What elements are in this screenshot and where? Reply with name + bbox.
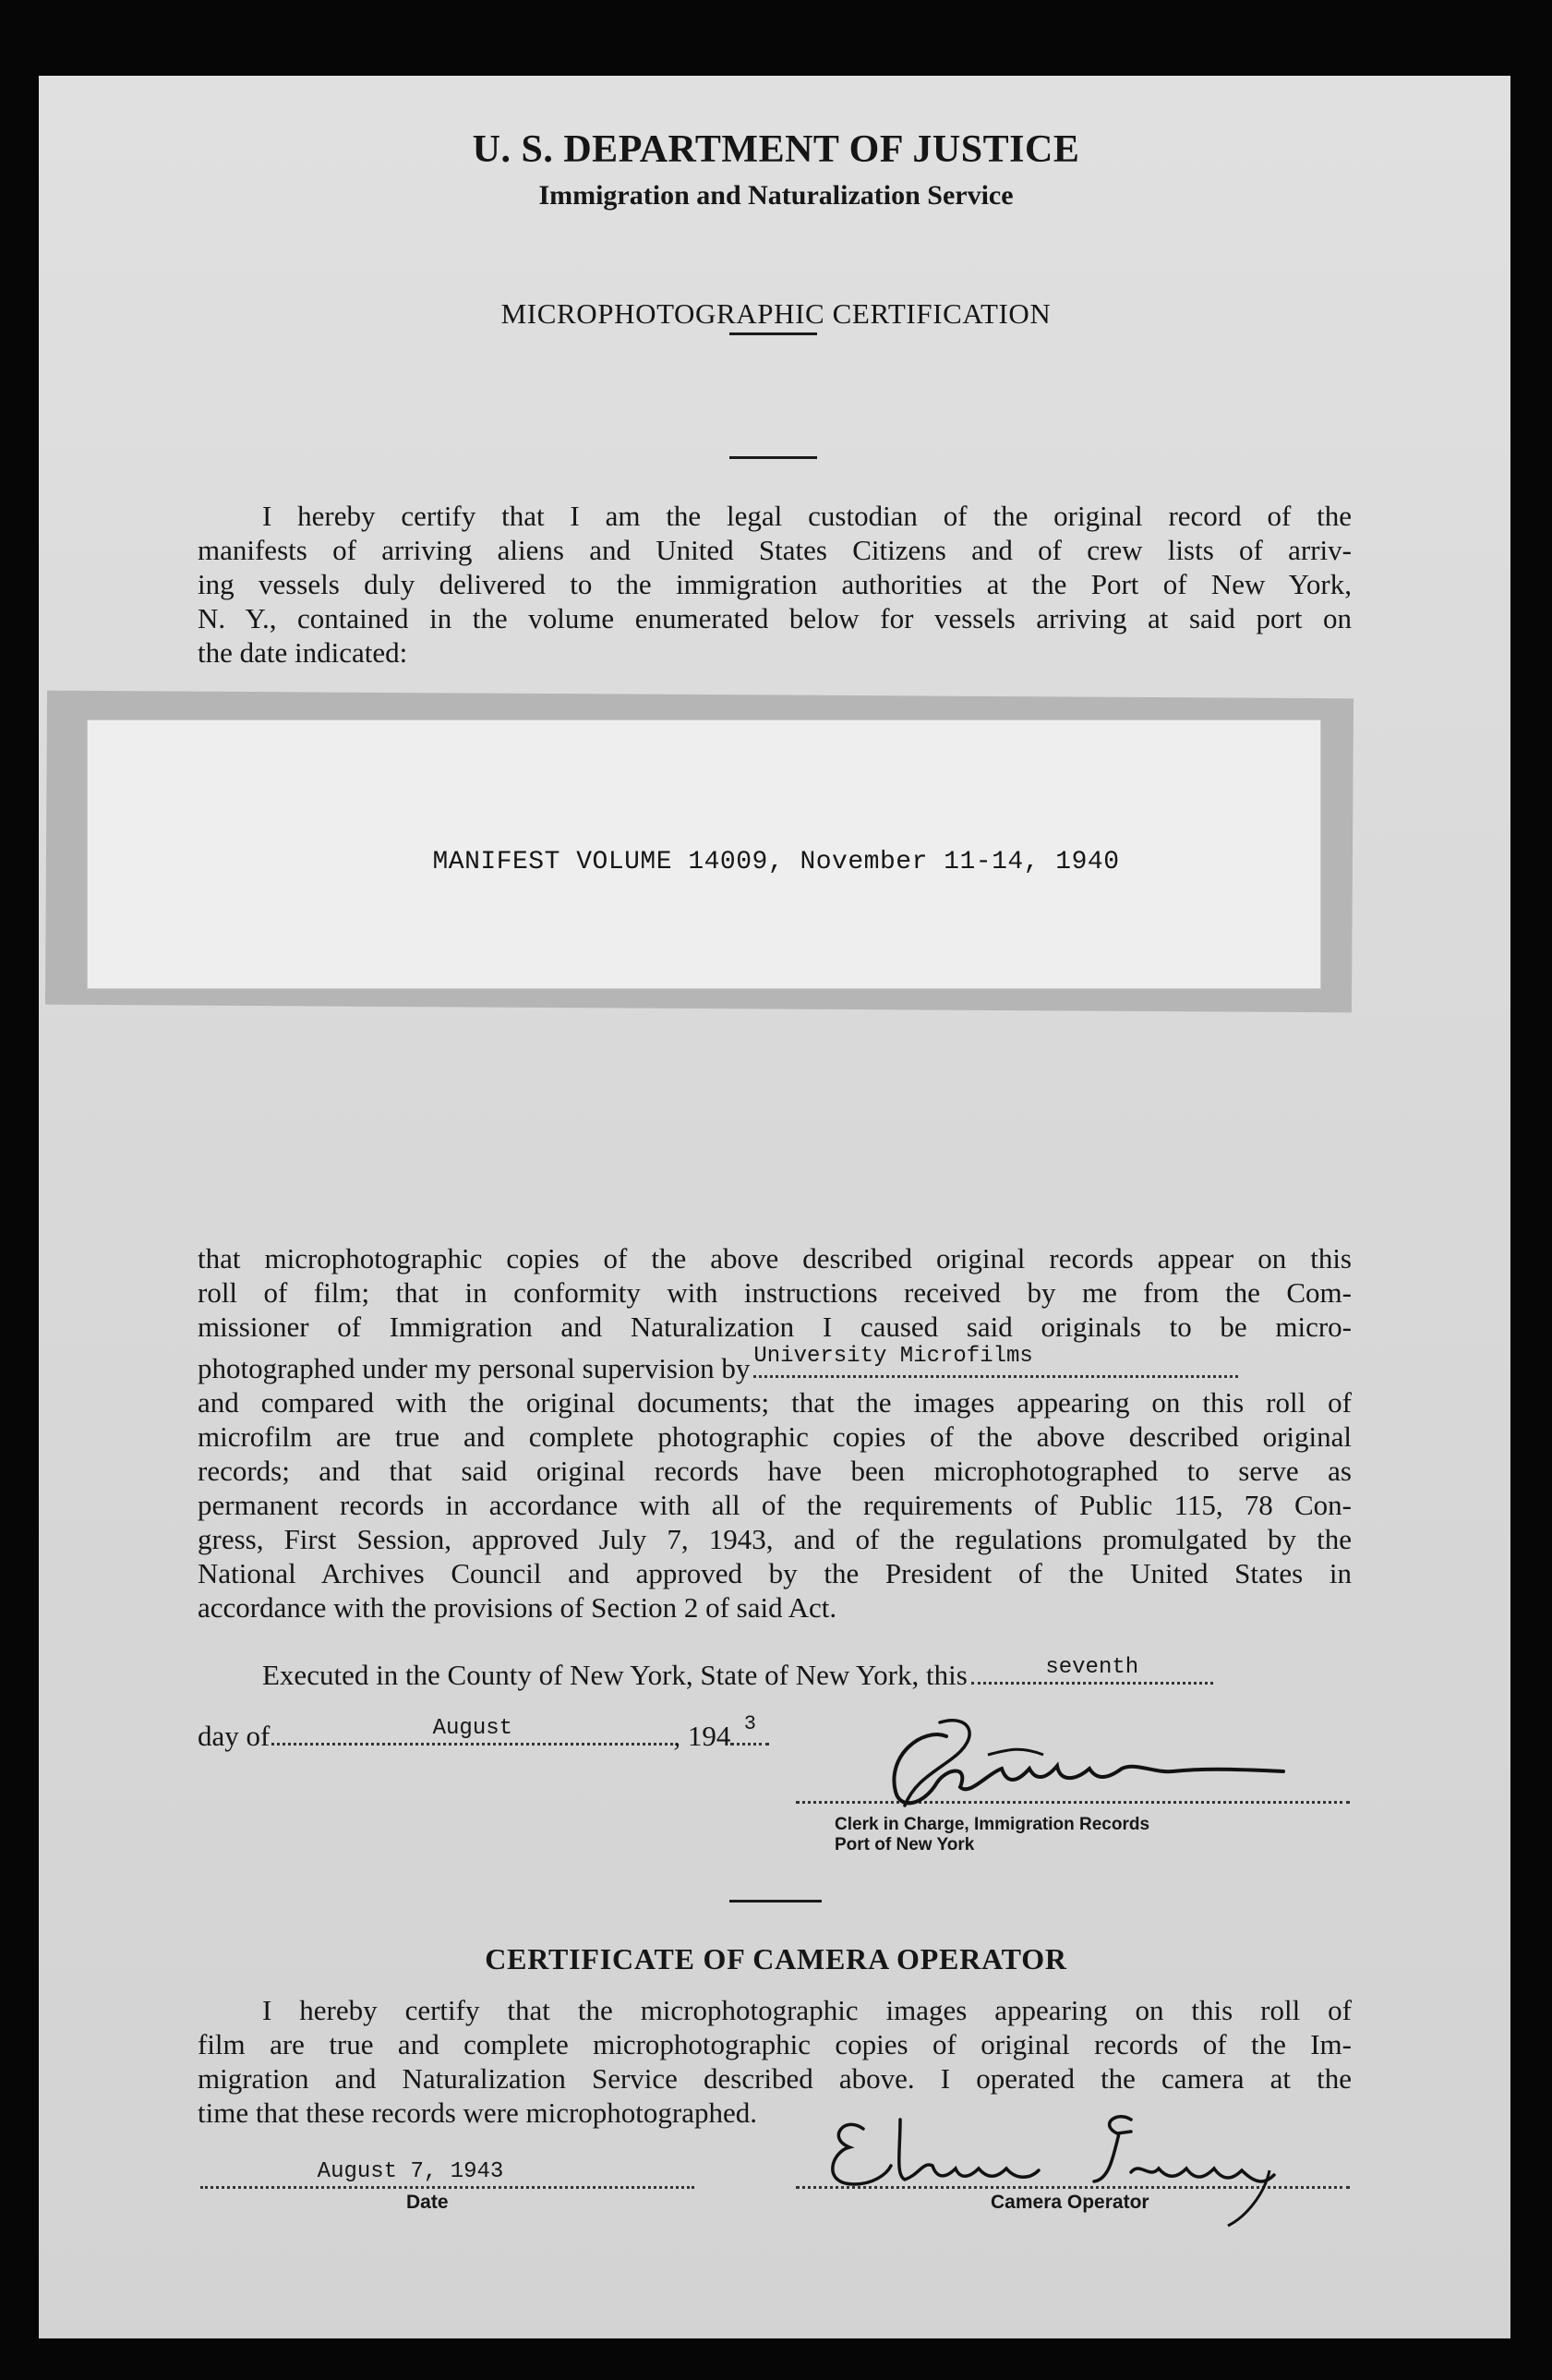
body-line: gress, First Session, approved July 7, 1943, and of the regulations promulgated by the bbox=[198, 1523, 1352, 1555]
body-paragraph bbox=[198, 1241, 1352, 1625]
body-line: National Archives Council and approved by the President of the United States in bbox=[198, 1557, 1352, 1589]
camera-section-title: CERTIFICATE OF CAMERA OPERATOR bbox=[485, 1942, 1067, 1975]
camera-line: migration and Naturalization Service described above. I operated the camera at the bbox=[198, 2062, 1352, 2095]
clerk-location: Port of New York bbox=[835, 1835, 975, 1854]
supervision-line bbox=[198, 1344, 1352, 1385]
supervision-value: University Microfilms bbox=[753, 1344, 1033, 1369]
intro-line: manifests of arriving aliens and United States Citizens and of crew lists of arriv- bbox=[198, 534, 1352, 566]
year-field bbox=[730, 1712, 769, 1746]
volume-slip-text: MANIFEST VOLUME 14009, November 11-14, 1940 bbox=[432, 848, 1120, 876]
body-line: accordance with the provisions of Section 2 of said Act. bbox=[198, 1591, 837, 1624]
body-line: missioner of Immigration and Naturalization I caused said originals to be micro- bbox=[198, 1311, 1352, 1343]
department-heading: U. S. DEPARTMENT OF JUSTICE bbox=[472, 128, 1080, 171]
year-prefix: , 194 bbox=[673, 1720, 731, 1752]
intro-line: ing vessels duly delivered to the immigration authorities at the Port of New York, bbox=[198, 568, 1352, 600]
executed-line bbox=[262, 1655, 1213, 1692]
date-label: Date bbox=[406, 2192, 449, 2213]
month-value: August bbox=[432, 1716, 513, 1741]
intro-paragraph bbox=[198, 499, 1352, 670]
body-line: and compared with the original documents; that the images appearing on this roll of bbox=[198, 1386, 1352, 1419]
body-line: roll of film; that in conformity with instructions received by me from the Com- bbox=[198, 1276, 1352, 1309]
day-value: seventh bbox=[1045, 1655, 1139, 1680]
year-digit: 3 bbox=[743, 1712, 756, 1735]
title-divider bbox=[729, 456, 817, 459]
intro-line: N. Y., contained in the volume enumerated below for vessels arriving at said port on bbox=[198, 602, 1352, 634]
executed-prefix: Executed in the County of New York, State of New York, this bbox=[262, 1659, 968, 1691]
service-subheading: Immigration and Naturalization Service bbox=[538, 180, 1014, 211]
intro-line: I hereby certify that I am the legal custodian of the original record of the bbox=[262, 500, 1352, 532]
intro-line: the date indicated: bbox=[198, 636, 408, 669]
clerk-signature bbox=[859, 1718, 1302, 1819]
form-title: MICROPHOTOGRAPHIC CERTIFICATION bbox=[500, 297, 1052, 330]
operator-signature bbox=[812, 2096, 1329, 2235]
day-field bbox=[971, 1655, 1213, 1685]
body-line: that microphotographic copies of the above described original records appear on this bbox=[198, 1242, 1352, 1275]
operator-label: Camera Operator bbox=[991, 2192, 1149, 2213]
supervision-prefix: photographed under my personal supervision by bbox=[198, 1352, 751, 1384]
clerk-title: Clerk in Charge, Immigration Records bbox=[835, 1815, 1150, 1834]
day-of-label: day of bbox=[198, 1720, 271, 1752]
month-field bbox=[271, 1716, 673, 1746]
body-line: microfilm are true and complete photographic copies of the above described original bbox=[198, 1420, 1352, 1453]
body-line: permanent records in accordance with all of the requirements of Public 115, 78 Con- bbox=[198, 1489, 1352, 1521]
camera-line: film are true and complete microphotographic copies of original records of the Im- bbox=[198, 2028, 1352, 2060]
camera-line: time that these records were microphotographed. bbox=[198, 2096, 757, 2129]
day-of-line bbox=[198, 1712, 769, 1753]
camera-divider bbox=[729, 1900, 822, 1903]
date-value: August 7, 1943 bbox=[317, 2159, 504, 2184]
supervision-field bbox=[753, 1344, 1238, 1378]
clerk-caption bbox=[835, 1815, 1149, 1855]
date-field bbox=[200, 2159, 694, 2189]
header-divider bbox=[729, 332, 817, 335]
camera-line: I hereby certify that the microphotographic images appearing on this roll of bbox=[262, 1994, 1352, 2026]
body-line: records; and that said original records have been microphotographed to serve as bbox=[198, 1455, 1352, 1487]
